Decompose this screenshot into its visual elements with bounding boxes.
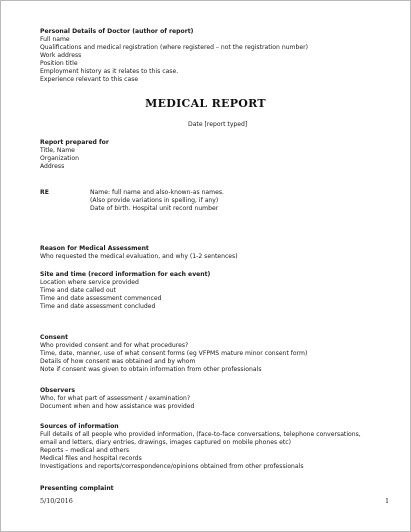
consent-item: Who provided consent and for what procedures? [40, 342, 189, 349]
reason-for-assessment-section [40, 245, 238, 261]
consent-item: Note if consent was given to obtain information from other professionals [40, 366, 262, 373]
author-detail-item: Position title [40, 60, 78, 67]
site-item: Time and date assessment commenced [40, 295, 162, 302]
observers-item: Who, for what part of assessment / examination? [40, 395, 191, 402]
report-prepared-for-heading: Report prepared for [40, 139, 109, 146]
site-heading: Site and time (record information for each event) [40, 271, 211, 278]
presenting-complaint-section [40, 485, 114, 493]
author-details-heading: Personal Details of Doctor (author of report) [40, 28, 194, 35]
observers-section [40, 387, 194, 411]
sources-item: Investigations and reports/correspondence/opinions obtained from other professionals [40, 463, 304, 470]
footer-date: 5/10/2016 [40, 497, 73, 505]
prepared-for-item: Title, Name [40, 147, 75, 154]
author-detail-item: Qualifications and medical registration (where registered – not the registration number) [40, 44, 308, 51]
consent-section [40, 334, 307, 374]
sources-heading: Sources of information [40, 423, 119, 430]
consent-heading: Consent [40, 334, 69, 341]
re-label: RE [40, 189, 49, 196]
author-details-section [40, 28, 308, 84]
reason-item: Who requested the medical evaluation, and why (1-2 sentences) [40, 253, 238, 260]
prepared-for-item: Address [40, 163, 65, 170]
sources-item: Medical files and hospital records [40, 455, 142, 462]
re-detail-item: (Also provide variations in spelling, if any) [90, 197, 219, 204]
sources-of-information-section [40, 423, 361, 471]
consent-item: Details of how consent was obtained and by whom [40, 358, 196, 365]
sources-item: Reports – medical and others [40, 447, 130, 454]
re-details-section [90, 189, 224, 213]
presenting-complaint-heading: Presenting complaint [40, 485, 114, 492]
author-detail-item: Work address [40, 52, 82, 59]
re-detail-item: Date of birth. Hospital unit record number [90, 205, 219, 212]
prepared-for-item: Organization [40, 155, 79, 162]
site-and-time-section [40, 271, 210, 311]
site-item: Time and date assessment concluded [40, 303, 156, 310]
observers-item: Document when and how assistance was provided [40, 403, 195, 410]
sources-item: email and letters, diary entries, drawings, images captured on mobile phones etc) [40, 439, 291, 446]
observers-heading: Observers [40, 387, 76, 394]
report-prepared-for-section [40, 139, 109, 171]
consent-item: Time, date, manner, use of what consent forms (eg VFPMS mature minor consent form) [40, 350, 308, 357]
report-date-line: Date [report typed] [188, 121, 248, 128]
reason-heading: Reason for Medical Assessment [40, 245, 149, 252]
footer-page-number: 1 [385, 497, 390, 505]
author-detail-item: Full name [40, 36, 70, 43]
sources-item: Full details of all people who provided information, (face-to-face conversations, telephone conversations, [40, 431, 361, 438]
re-detail-item: Name: full name and also-known-as names. [90, 189, 224, 196]
author-detail-item: Experience relevant to this case [40, 76, 139, 83]
document-title: MEDICAL REPORT [145, 97, 266, 110]
site-item: Time and date called out [40, 287, 116, 294]
author-detail-item: Employment history as it relates to this case. [40, 68, 179, 75]
site-item: Location where service provided [40, 279, 139, 286]
